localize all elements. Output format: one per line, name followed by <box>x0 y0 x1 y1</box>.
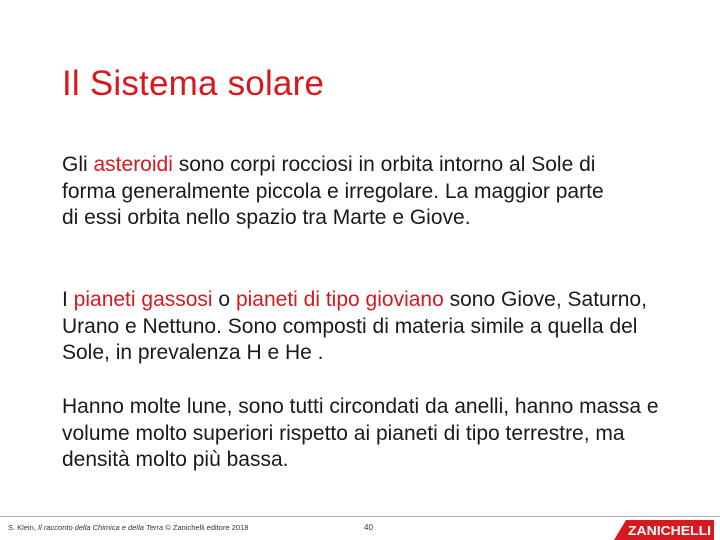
footer-publisher: © Zanichelli editore 2018 <box>163 523 249 532</box>
footer-credit <box>8 523 248 532</box>
footer-book-title: Il racconto della Chimica e della Terra <box>38 523 164 532</box>
highlight-term: pianeti gassosi <box>73 288 213 311</box>
paragraph-text: Gli <box>62 153 94 176</box>
page-number: 40 <box>364 523 373 532</box>
paragraph-text: sono Giove, Saturno, Urano e Nettuno. Sono composti di materia simile a quella del Sole, in prevalenza H e He . <box>62 288 647 364</box>
paragraph-properties: Hanno molte lune, sono tutti circondati da anelli, hanno massa e volume molto superiori rispetto ai pianeti di tipo terrestre, ma densità molto più bassa. <box>62 395 659 471</box>
zanichelli-logo-text: ZANICHELLI <box>628 523 711 538</box>
paragraph-text: o <box>212 288 236 311</box>
paragraph-text: sono corpi rocciosi in orbita intorno al Sole di forma generalmente piccola e irregolare. La maggior parte di essi orbita nello spazio tra Marte e Giove. <box>62 153 604 229</box>
footer-divider <box>0 516 720 517</box>
slide-title: Il Sistema solare <box>62 64 325 103</box>
highlight-term: asteroidi <box>93 153 173 176</box>
highlight-term: pianeti di tipo gioviano <box>235 288 444 311</box>
paragraph-gas-giants <box>62 287 662 367</box>
footer-author: S. Klein, <box>8 523 39 532</box>
zanichelli-logo <box>614 520 714 540</box>
paragraph-text: I <box>62 288 74 311</box>
paragraph-asteroids <box>62 152 622 232</box>
